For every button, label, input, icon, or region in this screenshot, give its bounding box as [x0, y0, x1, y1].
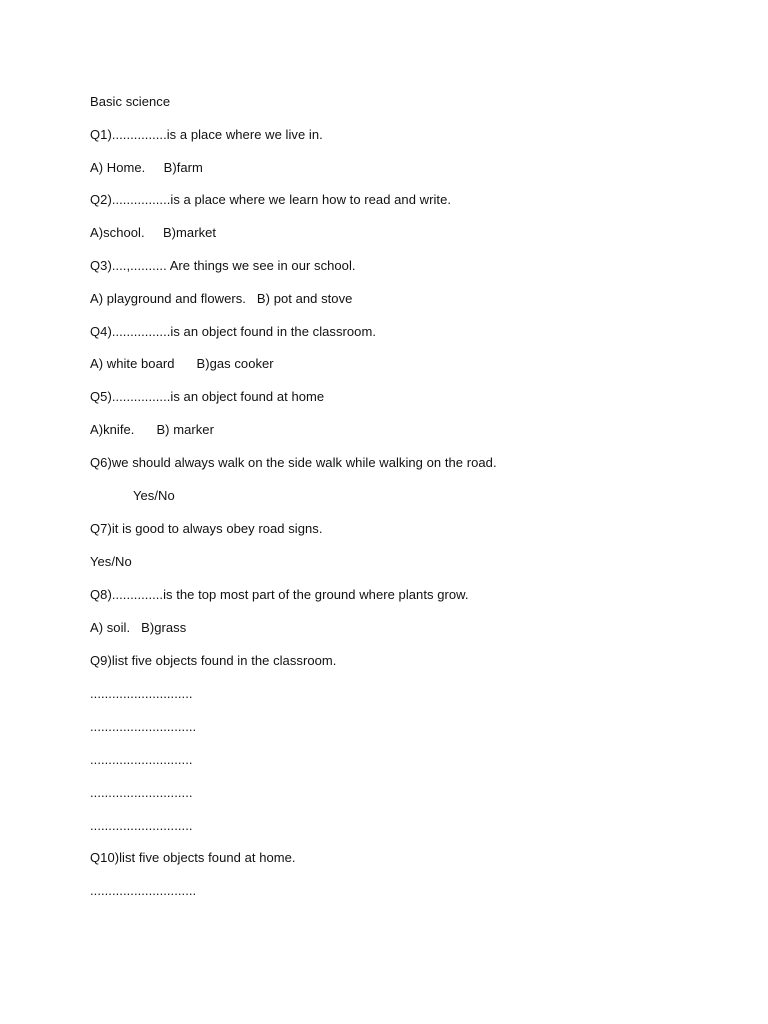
question-7: Q7)it is good to always obey road signs. [90, 521, 323, 536]
question-9: Q9)list five objects found in the classroom. [90, 653, 337, 668]
question-6: Q6)we should always walk on the side walk while walking on the road. [90, 455, 497, 470]
question-1-options: A) Home. B)farm [90, 160, 203, 175]
question-4: Q4)................is an object found in the classroom. [90, 324, 376, 339]
answer-blank: ............................ [90, 686, 193, 701]
answer-blank: ............................. [90, 719, 197, 734]
question-2-options: A)school. B)market [90, 225, 217, 240]
answer-blank: ............................. [90, 883, 197, 898]
question-1: Q1)...............is a place where we live in. [90, 127, 323, 142]
question-2: Q2)................is a place where we learn how to read and write. [90, 192, 452, 207]
answer-blank: ............................ [90, 818, 193, 833]
question-4-options: A) white board B)gas cooker [90, 356, 274, 371]
answer-blank: ............................ [90, 752, 193, 767]
question-8: Q8)..............is the top most part of the ground where plants grow. [90, 587, 469, 602]
question-10: Q10)list five objects found at home. [90, 850, 296, 865]
question-5: Q5)................is an object found at home [90, 389, 325, 404]
question-7-options: Yes/No [90, 554, 132, 569]
question-6-options: Yes/No [133, 488, 175, 503]
question-3: Q3)....,.......... Are things we see in our school. [90, 258, 356, 273]
question-3-options: A) playground and flowers. B) pot and stove [90, 291, 353, 306]
question-5-options: A)knife. B) marker [90, 422, 214, 437]
question-8-options: A) soil. B)grass [90, 620, 187, 635]
worksheet-title: Basic science [90, 94, 171, 109]
answer-blank: ............................ [90, 785, 193, 800]
